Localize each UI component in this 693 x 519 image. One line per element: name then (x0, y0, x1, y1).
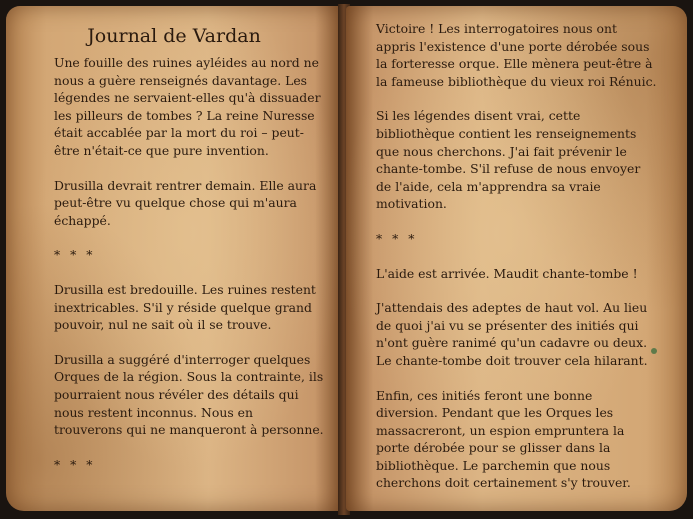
paragraph: Une fouille des ruines ayléides au nord ne nous a guère renseignés davantage. Les légendes ne servaient-elles qu'à dissuader les pilleurs de tombes ? La reine Nuresse était accablée par la mort du roi – peut-être n'était-ce que pure invention. (54, 55, 321, 158)
paragraph: Drusilla est bredouille. Les ruines restent inextricables. S'il y réside quelque grand pouvoir, nul ne sait où il se trouve. (54, 281, 316, 333)
ink-stain (651, 348, 657, 354)
paragraph: J'attendais des adeptes de haut vol. Au lieu de quoi j'ai vu se présenter des initiés qui n'ont guère ranimé qu'un cadavre ou deux. Le chante-tombe doit trouver cela hilarant. (376, 300, 648, 368)
right-page (346, 6, 687, 511)
paragraph: L'aide est arrivée. Maudit chante-tombe ! (376, 265, 638, 281)
left-page (6, 6, 342, 511)
paragraph: Drusilla devrait rentrer demain. Elle aura peut-être vu quelque chose qui m'aura échappé. (54, 177, 317, 228)
section-separator: * * * (376, 230, 418, 246)
section-separator: * * * (54, 456, 96, 472)
section-separator: * * * (54, 247, 96, 263)
paragraph: Si les légendes disent vrai, cette bibliothèque contient les renseignements que nous cherchons. J'ai fait prévenir le chante-tombe. S'il refuse de nous envoyer de l'aide, cela m'apprendra sa vraie motivation. (376, 108, 641, 212)
paragraph: Drusilla a suggéré d'interroger quelques Orques de la région. Sous la contrainte, ils pourraient nous révéler des détails qui nous restent inconnus. Nous en trouverons qui ne manqueront à personne. (54, 351, 324, 438)
journal-title: Journal de Vardan (87, 25, 261, 47)
paragraph: Victoire ! Les interrogatoires nous ont appris l'existence d'une porte dérobée sous la forteresse orque. Elle mènera peut-être à la fameuse bibliothèque du vieux roi Rénuic. (376, 21, 657, 89)
paragraph: Enfin, ces initiés feront une bonne diversion. Pendant que les Orques les massacreront, un espion emprunterа la porte dérobée pour se glisser dans la bibliothèque. Le parchemin que nous cherchons doit certainement s'y trouver. (376, 387, 631, 491)
